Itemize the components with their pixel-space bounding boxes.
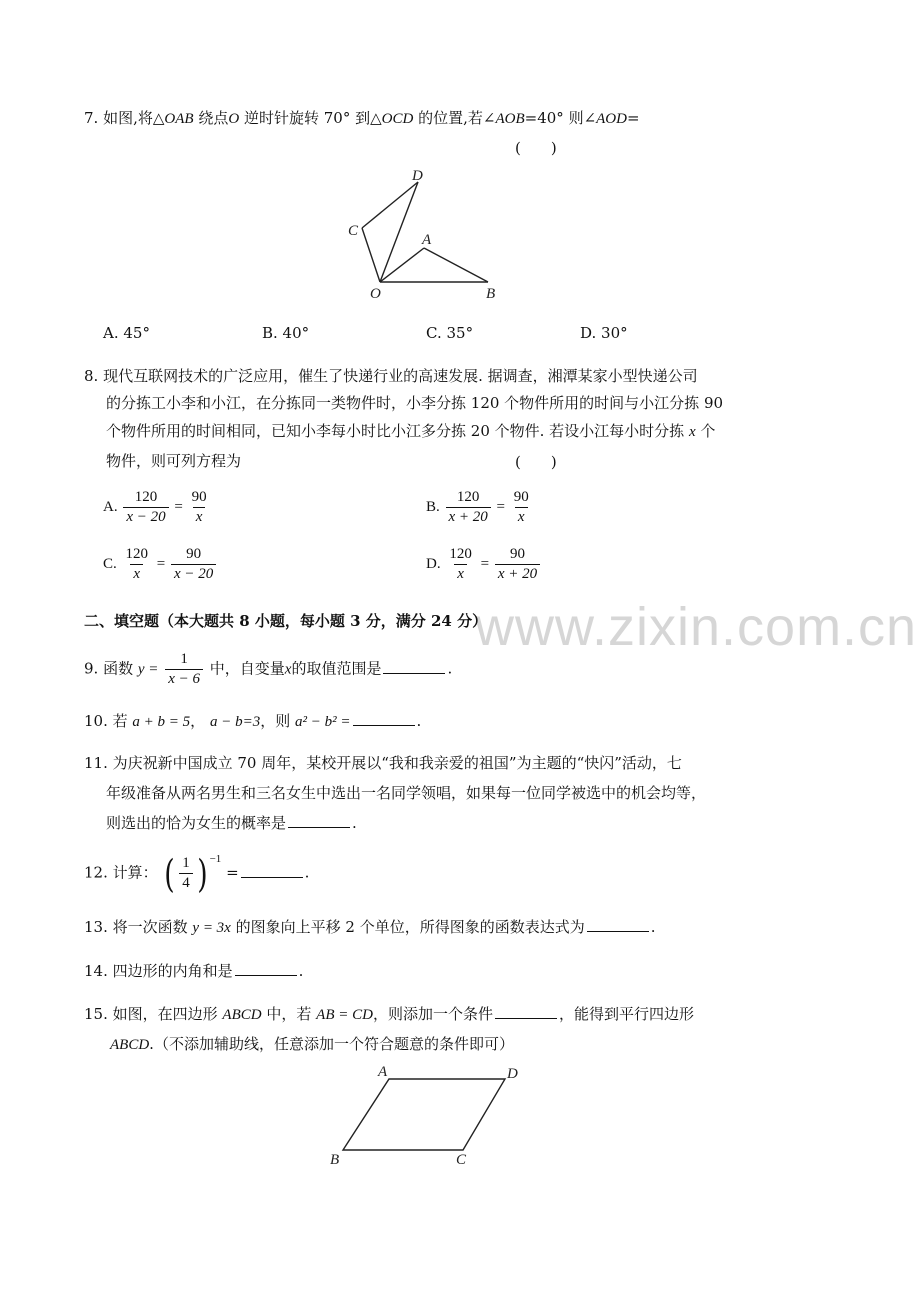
- label-b: B: [330, 1152, 340, 1168]
- label-c: C: [348, 223, 359, 239]
- question-8-option-a: A. $\frac{120}{x - 20}$ = $\frac{90}{x}$: [103, 489, 207, 525]
- question-13: 13. 将一次函数 y = 3x 的图象向上平移 2 个单位，所得图象的函数表达式为 .: [84, 918, 656, 936]
- label-a: A: [422, 232, 432, 248]
- question-9: 9. 函数 y = $\frac{1}{x - 6}$ 中，自变量x的取值范围是 .: [84, 651, 453, 687]
- question-10: 10. 若 a + b = 5， a − b=3，则 a² − b² = .: [84, 712, 422, 730]
- label-b: B: [486, 286, 496, 302]
- watermark: www.zixin.com.cn: [475, 597, 918, 657]
- question-7-answer-paren: ( ): [515, 139, 557, 157]
- question-8-line-4: 物件，则可列方程为: [106, 452, 242, 470]
- question-11-line-2: 年级准备从两名男生和三名女生中选出一名同学领唱，如果每一位同学被选中的机会均等，: [106, 784, 707, 802]
- question-8-line-1: 8. 现代互联网技术的广泛应用，催生了快递行业的高速发展. 据调查，湘潭某家小型快递公司: [84, 367, 698, 385]
- question-15-line-2: ABCD.（不添加辅助线，任意添加一个符合题意的条件即可）: [110, 1035, 514, 1053]
- question-8-option-c: C. $\frac{120}{x}$ = $\frac{90}{x - 20}$: [103, 545, 218, 584]
- parallelogram-figure: [325, 1060, 535, 1172]
- label-d: D: [507, 1066, 518, 1082]
- label-c: C: [456, 1152, 467, 1168]
- question-8-answer-paren: ( ): [515, 453, 557, 471]
- question-11-line-1: 11. 为庆祝新中国成立 70 周年，某校开展以“我和我亲爱的祖国”为主题的“快闪”活动，七: [84, 754, 682, 772]
- segment-ab: [424, 248, 488, 282]
- label-o: O: [370, 286, 381, 302]
- section-2-heading: 二、填空题（本大题共 8 小题，每小题 3 分，满分 24 分）: [84, 612, 488, 630]
- question-15-line-1: 15. 如图，在四边形 ABCD 中，若 AB = CD，则添加一个条件 ，能得到平行四边形: [84, 1005, 694, 1023]
- question-7-option-d: D. 30°: [580, 324, 628, 342]
- question-8-line-3: 个物件所用的时间相同，已知小李每小时比小江多分拣 20 个物件. 若设小江每小时分拣 x 个: [106, 422, 716, 440]
- label-d: D: [412, 168, 423, 184]
- segment-oc: [362, 228, 380, 282]
- question-8-option-d: D. $\frac{120}{x}$ = $\frac{90}{x + 20}$: [426, 545, 542, 584]
- rotation-figure: [340, 162, 520, 307]
- question-14: 14. 四边形的内角和是 .: [84, 962, 304, 980]
- quadrilateral-abcd: [343, 1079, 505, 1150]
- question-8-line-2: 的分拣工小李和小江，在分拣同一类物件时，小李分拣 120 个物件所用的时间与小江分拣 90: [106, 394, 724, 412]
- question-7-stem: 7. 如图,将△OAB 绕点O 逆时针旋转 70° 到△OCD 的位置,若∠AOB=40° 则∠AOD=: [84, 109, 640, 127]
- label-a: A: [378, 1064, 388, 1080]
- question-7-option-c: C. 35°: [426, 324, 474, 342]
- question-7-option-a: A. 45°: [103, 324, 150, 342]
- question-8-option-b: B. $\frac{120}{x + 20}$ = $\frac{90}{x}$: [426, 489, 529, 525]
- question-7-option-b: B. 40°: [262, 324, 310, 342]
- question-11-line-3: 则选出的恰为女生的概率是 .: [106, 814, 357, 832]
- question-12: 12. 计算： ( $\frac{1}{4}$ ) $^{-1}$ = .: [84, 851, 310, 896]
